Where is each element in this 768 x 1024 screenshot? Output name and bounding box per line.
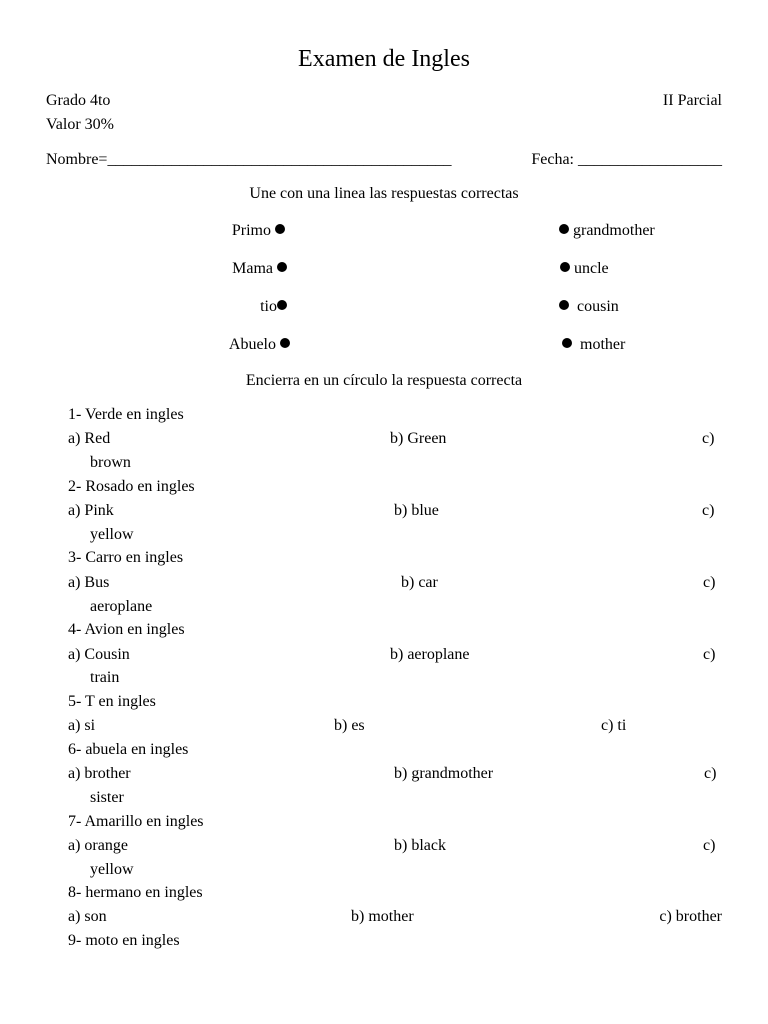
option-b[interactable]: b) Green (390, 430, 447, 447)
option-c[interactable]: c) (703, 646, 716, 663)
grade-label: Grado 4to (46, 92, 111, 109)
option-a[interactable]: a) son (68, 908, 107, 925)
match-left-label: Mama (232, 260, 273, 277)
match-dot-icon (559, 224, 569, 234)
option-a[interactable]: a) orange (68, 837, 128, 854)
option-c-text[interactable]: train (90, 669, 120, 686)
option-c-text[interactable]: sister (90, 789, 124, 806)
match-left-item[interactable] (229, 336, 290, 354)
question-text: 4- Avion en ingles (68, 621, 185, 638)
match-left-item[interactable] (260, 298, 287, 316)
option-a[interactable]: a) si (68, 717, 96, 734)
option-b[interactable]: b) aeroplane (390, 646, 470, 663)
match-left-item[interactable] (232, 222, 285, 240)
option-c[interactable]: c) (703, 574, 716, 591)
match-dot-icon (275, 224, 285, 234)
question-text: 1- Verde en ingles (68, 406, 184, 423)
matching-instruction: Une con una linea las respuestas correctas (249, 185, 519, 202)
date-field[interactable]: Fecha: __________________ (531, 151, 722, 168)
question-text: 9- moto en ingles (68, 932, 180, 949)
name-field[interactable]: Nombre=___________________________________________ (46, 151, 452, 168)
match-dot-icon (560, 262, 570, 272)
match-right-label: mother (580, 336, 626, 353)
match-right-item[interactable] (562, 336, 625, 354)
option-a[interactable]: a) Red (68, 430, 111, 447)
mc-instruction: Encierra en un círculo la respuesta correcta (245, 372, 523, 389)
match-right-item[interactable] (559, 298, 619, 316)
match-left-label: Primo (231, 222, 271, 239)
match-left-item[interactable] (232, 260, 287, 278)
option-c-text[interactable]: brown (90, 454, 131, 471)
partial-label: II Parcial (662, 92, 722, 109)
match-right-label: grandmother (573, 222, 655, 239)
match-right-label: uncle (574, 260, 609, 277)
match-right-label: cousin (577, 298, 619, 315)
match-left-label: tio (260, 298, 277, 315)
option-a[interactable]: a) Cousin (68, 646, 130, 663)
option-a[interactable]: a) Pink (68, 502, 114, 519)
option-c[interactable]: c) (704, 765, 717, 782)
match-dot-icon (280, 338, 290, 348)
option-c[interactable]: c) ti (601, 717, 627, 734)
question-text: 7- Amarillo en ingles (68, 813, 204, 830)
option-c[interactable]: c) (703, 837, 716, 854)
option-c[interactable]: c) brother (659, 908, 722, 925)
match-left-label: Abuelo (228, 336, 276, 353)
match-dot-icon (559, 300, 569, 310)
question-text: 6- abuela en ingles (68, 741, 189, 758)
option-b[interactable]: b) grandmother (394, 765, 494, 782)
option-b[interactable]: b) black (394, 837, 446, 854)
option-a[interactable]: a) brother (68, 765, 131, 782)
option-b[interactable]: b) mother (351, 908, 414, 925)
match-dot-icon (277, 262, 287, 272)
question-text: 3- Carro en ingles (68, 549, 184, 566)
option-b[interactable]: b) car (401, 574, 438, 591)
option-c-text[interactable]: yellow (90, 526, 134, 543)
option-c-text[interactable]: yellow (90, 861, 134, 878)
match-right-item[interactable] (559, 222, 655, 240)
match-dot-icon (277, 300, 287, 310)
question-text: 8- hermano en ingles (68, 884, 203, 901)
option-a[interactable]: a) Bus (68, 574, 110, 591)
option-c[interactable]: c) (702, 502, 715, 519)
option-c[interactable]: c) (702, 430, 715, 447)
option-b[interactable]: b) es (334, 717, 365, 734)
page-title: Examen de Ingles (298, 46, 470, 72)
value-label: Valor 30% (46, 116, 114, 133)
question-text: 5- T en ingles (68, 693, 156, 710)
option-b[interactable]: b) blue (394, 502, 439, 519)
match-right-item[interactable] (560, 260, 609, 278)
match-dot-icon (562, 338, 572, 348)
option-c-text[interactable]: aeroplane (90, 598, 153, 615)
question-text: 2- Rosado en ingles (68, 478, 195, 495)
